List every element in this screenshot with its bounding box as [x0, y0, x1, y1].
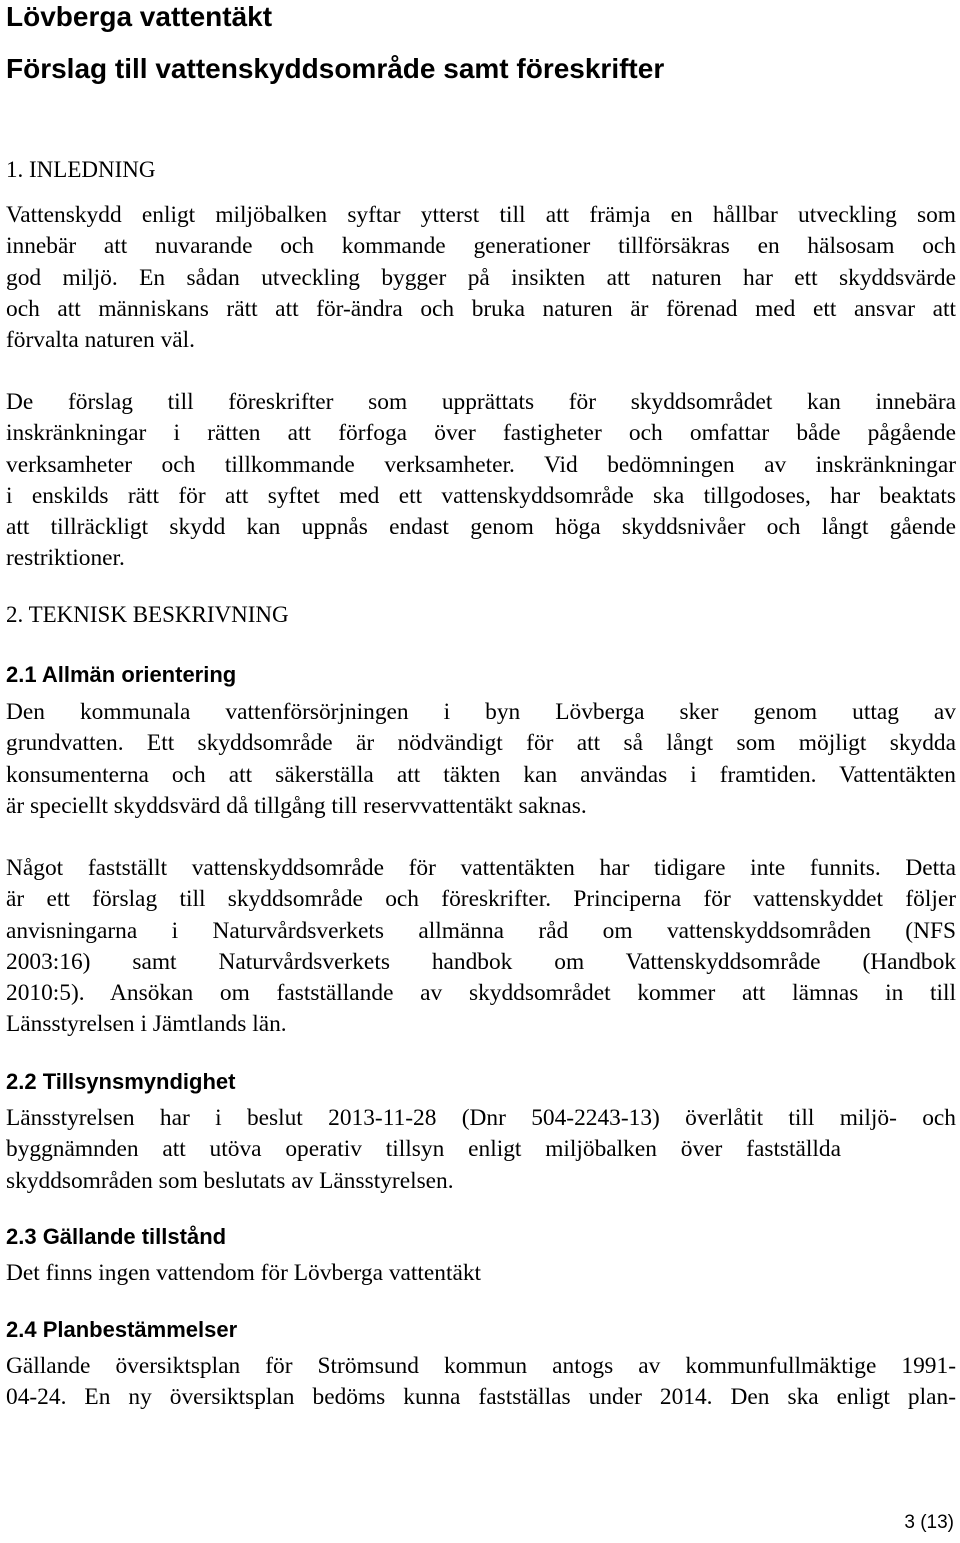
text-line: verksamheter och tillkommande verksamheter. Vid bedömningen av inskränkningar [6, 451, 956, 478]
text-line: byggnämnden att utöva operativ tillsyn enligt miljöbalken över fastställda [6, 1136, 841, 1163]
section-2-2-heading: 2.2 Tillsynsmyndighet [6, 1069, 236, 1094]
text-line: restriktioner. [6, 545, 125, 572]
text-line: och att människans rätt att för-ändra och bruka naturen är förenad med ett ansvar att [6, 295, 956, 322]
text-line: 2010:5). Ansökan om fastställande av skyddsområdet kommer att lämnas in till [6, 980, 956, 1007]
section-2-4-paragraph [6, 1351, 956, 1414]
section-1-paragraph-1 [6, 200, 956, 356]
text-line: Gällande översiktsplan för Strömsund kommun antogs av kommunfullmäktige 1991- [6, 1353, 956, 1379]
section-2-2-paragraph [6, 1103, 956, 1197]
section-1-heading: 1. INLEDNING [6, 157, 156, 182]
text-line: konsumenterna och att säkerställa att täkten kan användas i framtiden. Vattentäkten [6, 761, 956, 788]
text-line: är ett förslag till skyddsområde och föreskrifter. Principerna för vattenskyddet följer [6, 886, 956, 913]
text-line: Länsstyrelsen i Jämtlands län. [6, 1011, 287, 1038]
text-line: Det finns ingen vattendom för Lövberga vattentäkt [6, 1260, 482, 1286]
text-line: anvisningarna i Naturvårdsverkets allmänna råd om vattenskyddsområden (NFS [6, 917, 956, 944]
text-line: Den kommunala vattenförsörjningen i byn Lövberga sker genom uttag av [6, 699, 956, 725]
text-line: skyddsområden som beslutats av Länsstyrelsen. [6, 1167, 454, 1194]
text-line: grundvatten. Ett skyddsområde är nödvändigt för att så långt som möjligt skydda [6, 730, 956, 757]
section-2-1-heading: 2.1 Allmän orientering [6, 662, 237, 687]
text-line: i enskilds rätt för att syftet med ett vattenskyddsområde ska tillgodoses, har beaktats [6, 482, 956, 509]
text-line: Vattenskydd enligt miljöbalken syftar ytterst till att främja en hållbar utveckling som [6, 202, 956, 228]
document-title: Lövberga vattentäkt [6, 1, 273, 32]
text-line: Länsstyrelsen har i beslut 2013-11-28 (Dnr 504-2243-13) överlåtit till miljö- och [6, 1105, 956, 1131]
text-line: är speciellt skyddsvärd då tillgång till reservvattentäkt saknas. [6, 792, 587, 819]
text-line: Något fastställt vattenskyddsområde för vattentäkten har tidigare inte funnits. Detta [6, 855, 956, 881]
text-line: 04-24. En ny översiktsplan bedöms kunna fastställas under 2014. Den ska enligt plan- [6, 1384, 956, 1411]
document-subtitle: Förslag till vattenskyddsområde samt föreskrifter [6, 53, 665, 84]
section-1-paragraph-2 [6, 387, 956, 575]
section-2-1-paragraph-1 [6, 697, 956, 822]
text-line: innebär att nuvarande och kommande generationer tillförsäkras en hälsosam och [6, 233, 956, 260]
section-2-4-heading: 2.4 Planbestämmelser [6, 1317, 238, 1342]
section-2-3-heading: 2.3 Gällande tillstånd [6, 1224, 227, 1249]
page-number: 3 (13) [904, 1512, 954, 1533]
text-line: inskränkningar i rätten att förfoga över fastigheter och omfattar både pågående [6, 420, 956, 447]
text-line: De förslag till föreskrifter som upprättats för skyddsområdet kan innebära [6, 389, 956, 415]
text-line: god miljö. En sådan utveckling bygger på insikten att naturen har ett skyddsvärde [6, 264, 956, 291]
text-line: att tillräckligt skydd kan uppnås endast genom höga skyddsnivåer och långt gående [6, 514, 956, 541]
text-line: förvalta naturen väl. [6, 327, 195, 354]
section-2-3-paragraph [6, 1258, 956, 1289]
section-2-heading: 2. TEKNISK BESKRIVNING [6, 602, 289, 627]
section-2-1-paragraph-2 [6, 853, 956, 1041]
text-line: 2003:16) samt Naturvårdsverkets handbok om Vattenskyddsområde (Handbok [6, 948, 956, 975]
